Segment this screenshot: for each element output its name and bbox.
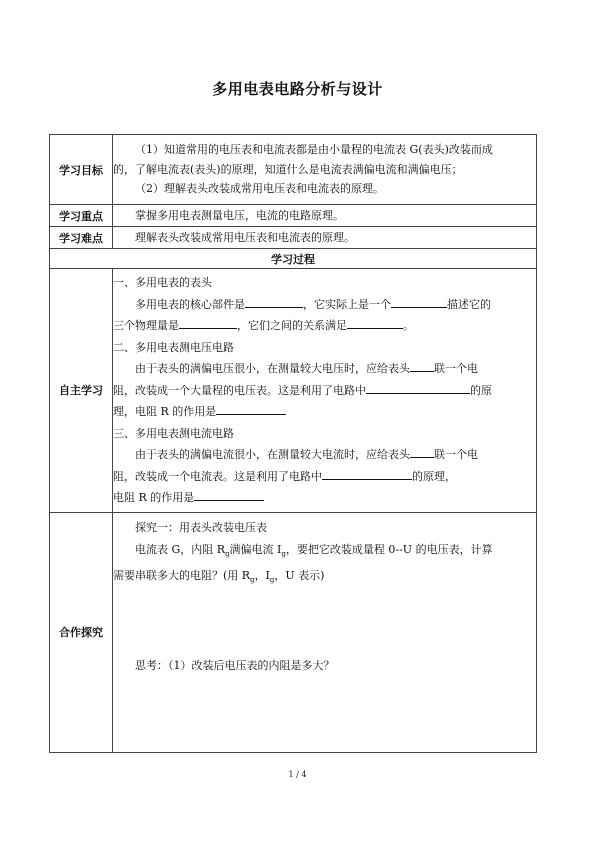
text-span: 理，电阻 R 的作用是	[113, 405, 217, 418]
page-title: 多用电表电路分析与设计	[212, 80, 383, 98]
self-study-line	[113, 487, 536, 509]
text-span: 多用电表的核心部件是	[135, 297, 245, 311]
label-key: 学习重点	[50, 205, 113, 227]
text-span: 阻，改装成一个大量程的电压表。这是利用了电路中	[113, 383, 366, 397]
text-span: 描述它的	[447, 297, 491, 311]
text-span: ，I	[254, 568, 270, 582]
fill-blank[interactable]	[245, 295, 303, 308]
fill-blank[interactable]	[347, 316, 403, 329]
question-line	[113, 565, 536, 591]
row-self-study	[50, 269, 537, 513]
self-study-line	[113, 315, 536, 337]
self-study-line	[113, 466, 536, 488]
row-goals	[50, 135, 537, 205]
text-span: 的原	[470, 383, 492, 397]
explore-heading: 探究一：用表头改装电压表	[135, 520, 267, 534]
text-span: 的原理，	[412, 469, 456, 483]
think-line: 思考：（1）改装后电压表的内阻是多大？	[135, 658, 335, 672]
fill-blank[interactable]	[194, 488, 264, 501]
self-study-line	[113, 358, 536, 380]
fill-blank[interactable]	[322, 467, 412, 480]
text-span: 。	[403, 319, 414, 332]
content-key	[113, 205, 537, 227]
difficulty-text: 理解表头改装成常用电压表和电流表的原理。	[135, 230, 355, 244]
content-cooperate	[113, 512, 537, 752]
goals-line2: （2）理解表头改装成常用电压表和电流表的原理。	[135, 182, 384, 196]
content-self-study	[113, 269, 537, 513]
text-span: ，它们之间的关系满足	[237, 319, 347, 332]
goals-line1a: （1）知道常用的电压表和电流表都是由小量程的电流表 G(表头)改装而成	[135, 143, 493, 157]
fill-blank[interactable]	[410, 359, 434, 372]
fill-blank[interactable]	[391, 295, 447, 308]
label-difficulty: 学习难点	[50, 227, 113, 249]
row-key	[50, 205, 537, 227]
section-heading: 二、多用电表测电压电路	[113, 340, 234, 354]
text-span: 联一个电	[434, 362, 478, 375]
text-span: 由于表头的满偏电流很小，在测量较大电流时，应给表头	[135, 448, 410, 461]
label-cooperate: 合作探究	[50, 512, 113, 752]
goals-line1b: 的，了解电流表(表头)的原理，知道什么是电流表满偏电流和满偏电压；	[113, 162, 463, 176]
text-span: 电流表 G，内阻 R	[135, 542, 226, 556]
text-span: 三个物理量是	[113, 319, 179, 332]
label-goals: 学习目标	[50, 135, 113, 205]
self-study-line	[113, 401, 536, 423]
key-text: 掌握多用电表测量电压，电流的电路原理。	[135, 208, 344, 222]
section-heading: 一、多用电表的表头	[113, 276, 212, 289]
label-self-study: 自主学习	[50, 269, 113, 513]
row-cooperate	[50, 512, 537, 752]
text-span: ，U 表示)	[274, 568, 325, 582]
subscript: g	[250, 575, 255, 584]
lesson-table	[49, 134, 537, 753]
text-span: 电阻 R 的作用是	[113, 491, 195, 504]
text-span: ，要把它改装成量程 0--U 的电压表，计算	[285, 542, 493, 556]
subscript: g	[281, 549, 286, 558]
text-span: 需要串联多大的电阻？(用 R	[113, 568, 251, 582]
content-goals	[113, 135, 537, 205]
text-span: 由于表头的满偏电压很小，在测量较大电压时，应给表头	[135, 362, 410, 375]
content-difficulty	[113, 227, 537, 249]
self-study-line	[113, 294, 536, 316]
row-difficulty	[50, 227, 537, 249]
text-span: 阻，改装成一个电流表。这是利用了电路中	[113, 469, 322, 483]
answer-space	[113, 591, 536, 655]
fill-blank[interactable]	[179, 316, 237, 329]
self-study-line	[113, 380, 536, 402]
fill-blank[interactable]	[410, 445, 434, 458]
process-header: 学习过程	[50, 249, 537, 269]
row-process-header	[50, 249, 537, 269]
subscript: g	[269, 575, 275, 584]
text-span: ，它实际上是一个	[303, 297, 391, 311]
section-heading: 三、多用电表测电流电路	[113, 426, 234, 440]
page-number: 1 / 4	[288, 770, 307, 779]
fill-blank[interactable]	[366, 381, 470, 394]
text-span: 联一个电	[434, 448, 478, 461]
fill-blank[interactable]	[216, 402, 286, 415]
question-line	[113, 539, 536, 565]
subscript: g	[225, 549, 230, 558]
self-study-line	[113, 444, 536, 466]
text-span: 满偏电流 I	[229, 542, 282, 556]
